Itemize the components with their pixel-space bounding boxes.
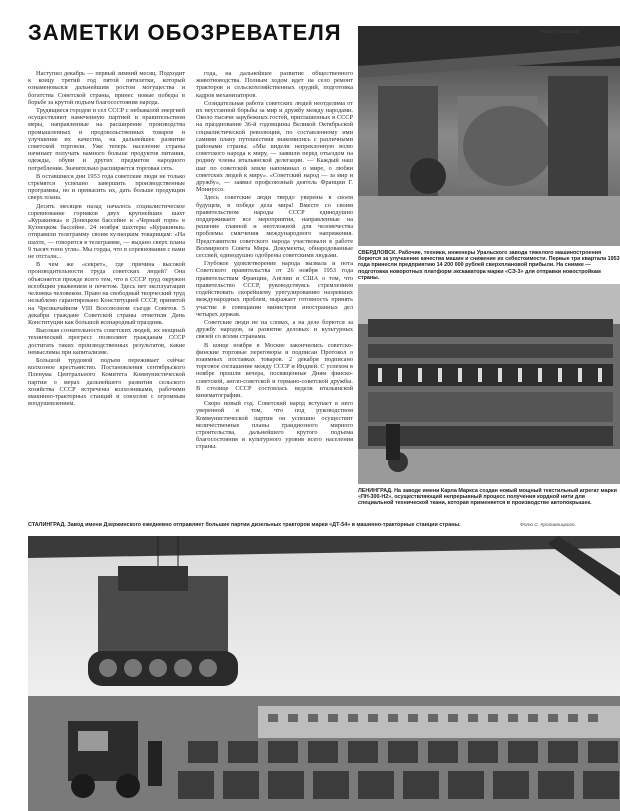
page-title: ЗАМЕТКИ ОБОЗРЕВАТЕЛЯ: [28, 20, 342, 45]
article-paragraph: Наступил декабрь — первый зимний месяц. Подходит к концу третий год пятой пятилетки, который ознаменовался дальнейшим ростом могущества и богатства Советской страны, принес новые победы в борьбе за крутой подъем благосостояния народа.: [28, 70, 185, 106]
caption-text: Рабочие, техники, инженеры Уральского завода тяжелого машиностроения борются за улучшение качества машин и снижение их себестоимости. Первые три квартала 1953 года принесли предприятию 14 200 000 рублей сверхплановой прибыли. На снимке — подготовка новоротных платформ экскаватора марки «СЭ-3» для отправки новостройкам страны.: [358, 250, 620, 281]
article-paragraph: В чем же «секрет», где причина высокой производительности труда советских людей? Она объясняется прежде всего тем, что в СССР труд окружен всеобщим уважением и почетом. Здесь нет эксплуатации человека человеком. Право на свободный творческий труд незыблемо гарантировано Конституцией СССР, принятой на Чрезвычайном VIII Всесоюзном съезде Советов. 5 декабря граждане Советской страны отметили День Конституции как большой всенародный праздник.: [28, 261, 185, 326]
article-paragraph: Скоро новый год. Советский народ вступает в него уверенной в том, что под руководством Коммунистической партии он успешно осуществит величественные планы грандиозного мирного строительства, дальнейшего крутого подъема благосостояния и культурного уровня всего населения страны.: [196, 400, 353, 451]
caption-text: На заводе имени Карла Маркса создан новый мощный текстильный агрегат марки «ПН-300-Н2», осуществляющий непрерывный процесс получения кордной нити для специальной технической ткани, которая применяется в производстве автопокрышек.: [358, 488, 617, 507]
article-paragraph: Десять месяцев назад началось социалистическое соревнование горняков двух крупнейших шахт «Куракинка» в Донецком бассейне и «Черный горн» в Кузнецком бассейне. 24 ноября шахтеры «Куракинки» отправили телеграмму своим кузнецким товарищам: «На шахте, — говорится в телеграмме, — выдано сверх плана 9 тысяч тонн угля». Мы горды, что в соревновании с вами не отстали...: [28, 202, 185, 261]
caption-place: ЛЕНИНГРАД.: [358, 488, 393, 494]
article-column-1: [28, 70, 185, 522]
caption-place: СВЕРДЛОВСК.: [358, 250, 397, 256]
article-paragraph: Большой трудовой подъем переживает сейчас колхозное крестьянство. Постановления сентябрьского Пленума Центрального Комитета Коммунистической партии о мерах дальнейшего развития сельского хозяйства СССР встречены колхозниками, рабочими машинно-тракторных станций и совхозов с огромным воодушевлением.: [28, 356, 185, 408]
leningrad-caption: [358, 488, 620, 507]
caption-text: Завод имени Дзержинского ежедневно отправляет большие партии дизельных тракторов марки «ДТ-54» в машинно-тракторные станции страны.: [67, 522, 461, 528]
sverdlovsk-caption: [358, 250, 620, 281]
article-paragraph: Здесь советские люди твердо уверены в своем будущем, в победе дела мира! Вместе со своим правительством народы СССР единодушно поддерживают все мероприятия, направленные на решение главной и неотложной для человечества проблемы смягчения международного напряжения. Представители советского народа участвовали в работе Всемирного Совета Мира. Документы, обнародованные сессией, единодушно одобрены советскими людьми.: [196, 194, 353, 260]
article-column-2: [196, 70, 353, 522]
article-paragraph: В оставшиеся дни 1953 года советские люди не только стремятся успешно завершить производственные программы, но и превысить их, дать больше продукции сверх плана.: [28, 172, 185, 202]
article-body: [28, 70, 354, 522]
article-paragraph: Глубокое удовлетворение народа вызвала и нота Советского правительства от 26 ноября 1953 года правительствам Франции, Англии и США о том, что правительство СССР, руководствуясь стремлением содействовать скорейшему урегулированию назревших международных проблем, выражает готовность принять участие в совещании министров иностранных дел четырех держав.: [196, 260, 353, 318]
sverdlovsk-factory-photo: [358, 26, 620, 246]
article-paragraph: Трудящиеся городов и сел СССР с небывалой энергией осуществляют намеченную партией и правительством меры, направленные на расширение производства промышленных и продовольственных товаров и улучшение их качества, на дальнейшее развитие советской торговли. Уже теперь население страны начинает получать намного больше продуктов питания, одежды, обуви и других предметов народного потребления. Значительно расширяется торговая сеть.: [28, 107, 185, 172]
stalingrad-tractors-photo: [28, 536, 620, 811]
leningrad-textile-machine-photo: [358, 284, 620, 484]
article-paragraph: Советские люди не на словах, а на деле борются за дружбу народов, за развитие деловых и культурных связей со всеми странами.: [196, 318, 353, 341]
article-paragraph: Высокая сознательность советских людей, их мощный технический прогресс позволяют гражданам СССР достигать таких производственных результатов, какие немыслимы при капитализме.: [28, 327, 185, 356]
caption-place: СТАЛИНГРАД.: [28, 522, 66, 528]
stalingrad-caption: [28, 522, 498, 528]
photo-credit: Фото С. Кропивницкого.: [520, 523, 576, 528]
photo-credit: Фото А. Гракина.: [540, 30, 580, 35]
article-paragraph: года, на дальнейшее развитие общественного животноводства. Полным ходом идет на село ремонт тракторов и сельскохозяйственных орудий, подготовка кадров механизаторов.: [196, 70, 353, 99]
article-paragraph: В конце ноября в Москве закончились советско-финские торговые переговоры и подписан Протокол о взаимных поставках товаров. 2 декабря подписано торговое соглашение между СССР и Индией. С успехом в ноябре прошли вечера, посвященные Дням финско-советской, англо-советской и германо-советской дружбы. В столице СССР состоялась неделя итальянской кинематографии.: [196, 341, 353, 399]
article-paragraph: Созидательная работа советских людей неотделима от их неустанной борьбы за мир и дружбу между народами. Около тысячи зарубежных гостей, приглашенных в СССР на празднование 36-й годовщины Великой Октябрьской социалистической революции, по составленному ими самими плану путешествия знакомились с различными районами страны. «Мы видели непреклонную волю советского народа к миру, — заявили перед отъездом на родину члены итальянской делегации. — Каждый наш шаг по советской земле напоминал о мире, о любви советских людей к миру». «Советский народ — за мир и дружбу», — заявил профсоюзный деятель Франции Г. Мониуссо.: [196, 99, 353, 194]
